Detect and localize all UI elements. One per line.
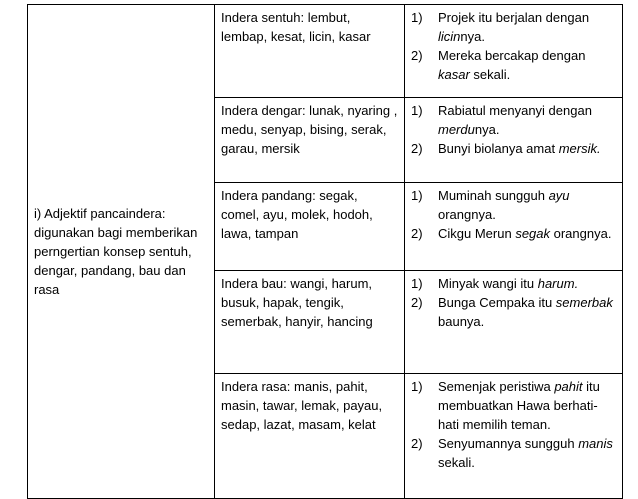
example-list bbox=[411, 101, 617, 158]
example-list bbox=[411, 274, 617, 331]
example-item: 1) Rabiatul menyanyi dengan merdunya. bbox=[411, 103, 592, 137]
examples-cell bbox=[405, 5, 623, 98]
example-list bbox=[411, 377, 617, 472]
example-item: 1) Muminah sungguh ayu orangnya. bbox=[411, 188, 570, 222]
example-item: 2) Bunga Cempaka itu semerbak baunya. bbox=[411, 295, 613, 329]
example-item: 1) Minyak wangi itu harum. bbox=[411, 276, 579, 291]
examples-cell bbox=[405, 183, 623, 271]
example-item: 1) Projek itu berjalan dengan licinnya. bbox=[411, 10, 590, 44]
example-item: 2) Mereka bercakap dengan kasar sekali. bbox=[411, 48, 586, 82]
example-item: 2) Bunyi biolanya amat mersik. bbox=[411, 141, 601, 156]
table-row bbox=[28, 5, 623, 98]
examples-cell bbox=[405, 374, 623, 499]
example-list bbox=[411, 8, 617, 84]
examples-cell bbox=[405, 98, 623, 183]
senses-cell: Indera sentuh: lembut, lembap, kesat, licin, kasar bbox=[215, 5, 405, 98]
example-list bbox=[411, 186, 617, 243]
senses-cell: Indera rasa: manis, pahit, masin, tawar, lemak, payau, sedap, lazat, masam, kelat bbox=[215, 374, 405, 499]
category-cell: i) Adjektif pancaindera: digunakan bagi memberikan perngertian konsep sentuh, dengar, pandang, bau dan rasa bbox=[28, 5, 215, 499]
senses-cell: Indera pandang: segak, comel, ayu, molek, hodoh, lawa, tampan bbox=[215, 183, 405, 271]
example-item: 2) Senyumannya sungguh manis sekali. bbox=[411, 436, 613, 470]
adjective-table bbox=[27, 4, 623, 499]
example-item: 1) Semenjak peristiwa pahit itu membuatkan Hawa berhati-hati memilih teman. bbox=[411, 379, 600, 432]
example-item: 2) Cikgu Merun segak orangnya. bbox=[411, 226, 612, 241]
examples-cell bbox=[405, 271, 623, 374]
senses-cell: Indera bau: wangi, harum, busuk, hapak, tengik, semerbak, hanyir, hancing bbox=[215, 271, 405, 374]
senses-cell: Indera dengar: lunak, nyaring , medu, senyap, bising, serak, garau, mersik bbox=[215, 98, 405, 183]
